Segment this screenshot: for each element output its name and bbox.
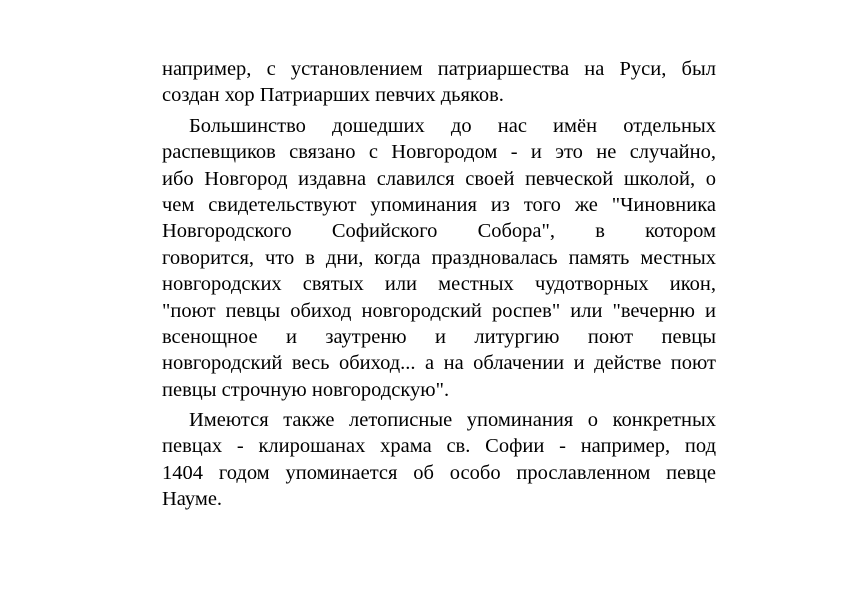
text-line: например, с установлением патриаршества на Руси, был bbox=[162, 58, 716, 80]
text-line: создан хор Патриарших певчих дьяков. bbox=[162, 84, 504, 107]
text-line: новгородских святых или местных чудотворных икон, bbox=[162, 273, 716, 296]
text-line: Большинство дошедших до нас имён отдельных bbox=[189, 114, 716, 137]
text-line: Науме. bbox=[162, 488, 223, 511]
text-line: чем свидетельствуют упоминания из того же "Чиновника bbox=[162, 193, 716, 216]
text-line: певцы строчную новгородскую". bbox=[162, 378, 450, 401]
paragraph-3 bbox=[162, 407, 716, 513]
text-line: распевщиков связано с Новгородом - и это не случайно, bbox=[162, 141, 716, 164]
text-line: 1404 годом упоминается об особо прославленном певце bbox=[162, 461, 716, 484]
text-line: ибо Новгород издавна славился своей певческой школой, о bbox=[162, 167, 716, 190]
text-line: Имеются также летописные упоминания о конкретных bbox=[189, 409, 716, 432]
document-text bbox=[162, 56, 716, 513]
text-line: всенощное и заутреню и литургию поют певцы bbox=[162, 325, 716, 348]
paragraph-1 bbox=[162, 56, 716, 109]
text-line: Новгородского Софийского Собора", в котором bbox=[162, 220, 716, 243]
paragraph-2 bbox=[162, 113, 716, 403]
text-line: "поют певцы обиход новгородский роспев" или "вечерню и bbox=[162, 299, 716, 322]
text-line: певцах - клирошанах храма св. Софии - например, под bbox=[162, 435, 716, 458]
text-line: говорится, что в дни, когда праздновалась память местных bbox=[162, 246, 716, 269]
text-line: новгородский весь обиход... а на облачении и действе поют bbox=[162, 352, 716, 375]
